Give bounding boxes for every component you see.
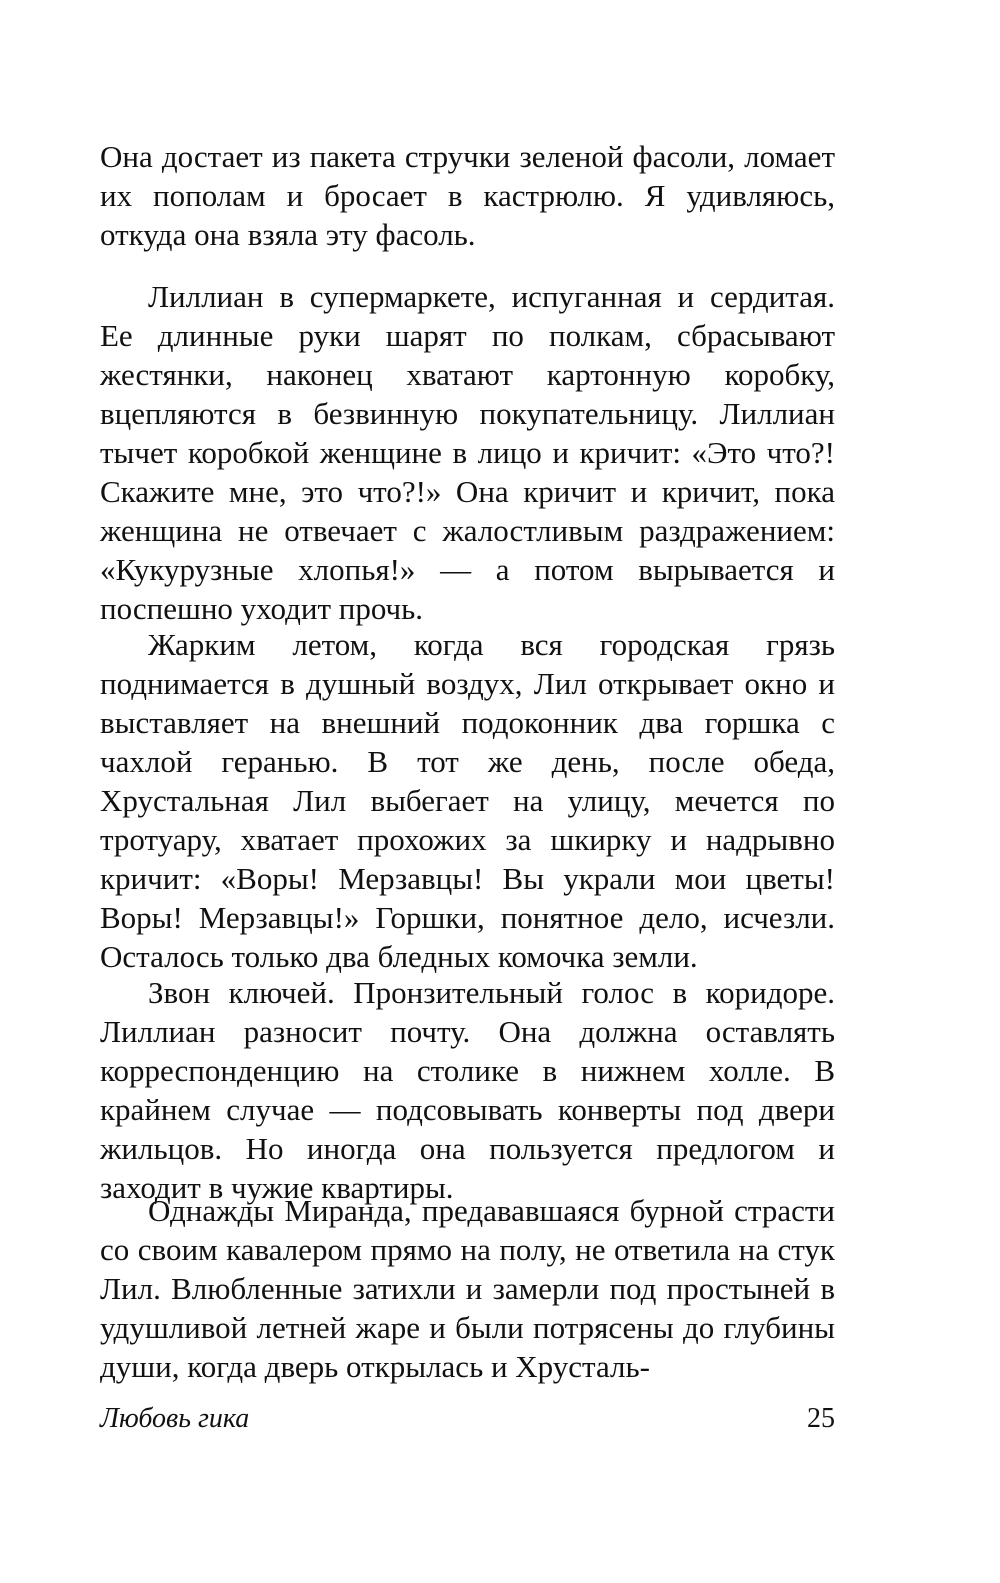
paragraph-1	[100, 137, 835, 254]
paragraph-text: Она достает из пакета стручки зеленой фасоли, ломает их пополам и бросает в кастрюлю. Я удивляюсь, откуда она взяла эту фасоль.	[100, 139, 835, 252]
paragraph-3	[100, 625, 835, 976]
paragraph-text: Лиллиан в супермаркете, испуганная и сердитая. Ее длинные руки шарят по полкам, сбрасывают жестянки, наконец хватают картонную коробку, вцепляются в безвинную покупательницу. Лиллиан тычет коробкой женщине в лицо и кричит: «Это что?! Скажите мне, это что?!» Она кричит и кричит, пока женщина не отвечает с жалостливым раздражением: «Кукурузные хлопья!» — а потом вырывается и поспешно уходит прочь.	[100, 279, 835, 626]
paragraph-text: Однажды Миранда, предававшаяся бурной страсти со своим кавалером прямо на полу, не ответила на стук Лил. Влюбленные затихли и замерли под простыней в удушливой летней жаре и были потрясены до глубины души, когда дверь открылась и Хрусталь-	[100, 1193, 835, 1384]
paragraph-5	[100, 1191, 835, 1386]
paragraph-text: Звон ключей. Пронзительный голос в коридоре. Лиллиан разносит почту. Она должна оставлять корреспонденцию на столике в нижнем холле. В крайнем случае — подсовывать конверты под двери жильцов. Но иногда она пользуется предлогом и заходит в чужие квартиры.	[100, 975, 835, 1205]
paragraph-4	[100, 973, 835, 1207]
page-number: 25	[807, 1403, 835, 1434]
paragraph-2	[100, 277, 835, 628]
running-footer-book-title: Любовь гика	[100, 1403, 250, 1434]
paragraph-text: Жарким летом, когда вся городская грязь поднимается в душный воздух, Лил открывает окно и выставляет на внешний подоконник два горшка с чахлой геранью. В тот же день, после обеда, Хрустальная Лил выбегает на улицу, мечется по тротуару, хватает прохожих за шкирку и надрывно кричит: «Воры! Мерзавцы! Вы украли мои цветы! Воры! Мерзавцы!» Горшки, понятное дело, исчезли. Осталось только два бледных комочка земли.	[100, 627, 835, 974]
